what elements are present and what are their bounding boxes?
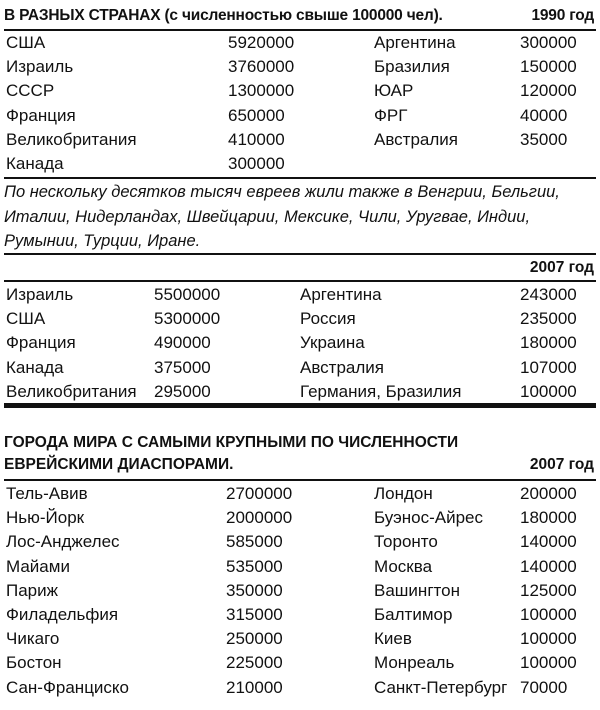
table-row — [4, 283, 596, 307]
name-cell: Австралия — [374, 129, 458, 149]
value-cell: 243000 — [520, 285, 577, 304]
table-row — [4, 380, 596, 404]
name-cell: Филадельфия — [6, 605, 119, 624]
section-title — [4, 4, 596, 28]
name-cell: Израиль — [6, 285, 74, 304]
table-row — [4, 651, 596, 675]
table-row — [4, 627, 596, 651]
value-cell: 5300000 — [154, 309, 221, 329]
value-cell: 200000 — [520, 484, 577, 503]
value-cell: 300000 — [520, 33, 577, 52]
table-row — [4, 356, 596, 380]
value-cell: 5500000 — [154, 285, 221, 304]
value-cell: 140000 — [520, 556, 577, 576]
name-cell: СССР — [6, 81, 55, 101]
year-label: 2007 год — [529, 456, 594, 473]
value-cell: 120000 — [520, 81, 577, 101]
name-cell: Киев — [374, 629, 412, 649]
table-row — [4, 530, 596, 554]
section-title-text: В РАЗНЫХ СТРАНАХ (с численностью свыше 100000 чел). — [4, 7, 443, 24]
table-row — [4, 482, 596, 506]
value-cell: 300000 — [228, 154, 285, 173]
year-label: 1990 год — [531, 7, 594, 24]
name-cell: Аргентина — [300, 285, 382, 304]
value-cell: 535000 — [226, 556, 283, 576]
value-cell: 150000 — [520, 57, 577, 77]
name-cell: Монреаль — [374, 653, 455, 673]
table-row — [4, 79, 596, 103]
table-row — [4, 55, 596, 79]
table-row — [4, 128, 596, 152]
name-cell: Лондон — [374, 484, 433, 503]
value-cell: 2000000 — [226, 508, 293, 528]
table-row — [4, 579, 596, 603]
table-row — [4, 603, 596, 627]
value-cell: 490000 — [154, 333, 211, 353]
name-cell: Вашингтон — [374, 580, 460, 600]
name-cell: Париж — [6, 580, 58, 600]
name-cell: Канада — [6, 154, 64, 173]
value-cell: 210000 — [226, 677, 283, 697]
table-row — [4, 152, 596, 176]
table-row — [4, 307, 596, 331]
value-cell: 100000 — [520, 629, 577, 649]
value-cell: 3760000 — [228, 57, 295, 77]
name-cell: Канада — [6, 357, 64, 377]
value-cell: 315000 — [226, 605, 283, 624]
value-cell: 585000 — [226, 532, 283, 552]
value-cell: 225000 — [226, 653, 283, 673]
value-cell: 125000 — [520, 580, 577, 600]
name-cell: Германия, Бразилия — [300, 381, 462, 401]
name-cell: Сан-Франциско — [6, 677, 130, 697]
header-rule — [4, 280, 596, 282]
name-cell: Франция — [6, 333, 76, 353]
value-cell: 70000 — [520, 677, 568, 697]
table-row — [4, 104, 596, 128]
value-cell: 180000 — [520, 333, 577, 353]
value-cell: 650000 — [228, 105, 285, 125]
name-cell: ФРГ — [374, 105, 408, 125]
name-cell: Тель-Авив — [6, 484, 88, 503]
note-text: По нескольку десятков тысяч евреев жили также в Венгрии, Бельгии, Италии, Нидерландах, Швейцарии, Мексике, Чили, Уругвае, Индии, Румынии, Турции, Иране. — [4, 183, 560, 250]
name-cell: Украина — [300, 333, 365, 353]
value-cell: 100000 — [520, 381, 577, 401]
value-cell: 100000 — [520, 653, 577, 673]
year-label: 2007 год — [529, 259, 594, 276]
name-cell: ЮАР — [374, 81, 414, 101]
name-cell: Бостон — [6, 653, 62, 673]
value-cell: 250000 — [226, 629, 283, 649]
header-rule — [4, 479, 596, 481]
value-cell: 375000 — [154, 357, 211, 377]
name-cell: Бразилия — [374, 57, 450, 77]
name-cell: Израиль — [6, 57, 74, 77]
table-row — [4, 506, 596, 530]
value-cell: 40000 — [520, 105, 568, 125]
cities-title-line2: ЕВРЕЙСКИМИ ДИАСПОРАМИ. — [4, 456, 234, 473]
section-1990-header — [4, 4, 596, 28]
name-cell: Нью-Йорк — [6, 508, 85, 528]
name-cell: Балтимор — [374, 605, 453, 624]
section-rule — [4, 177, 596, 179]
value-cell: 35000 — [520, 129, 568, 149]
section-rule — [4, 403, 596, 408]
value-cell: 100000 — [520, 605, 577, 624]
name-cell: Буэнос-Айрес — [374, 508, 484, 528]
name-cell: Лос-Анджелес — [6, 532, 120, 552]
value-cell: 5920000 — [228, 33, 295, 52]
name-cell: США — [6, 309, 46, 329]
table-row — [4, 331, 596, 355]
cities-title — [4, 432, 596, 476]
name-cell: Майами — [6, 556, 70, 576]
name-cell: Торонто — [374, 532, 438, 552]
name-cell: Санкт-Петербург — [374, 677, 508, 697]
cities-title-line1: ГОРОДА МИРА С САМЫМИ КРУПНЫМИ ПО ЧИСЛЕННОСТИ — [4, 434, 459, 451]
name-cell: США — [6, 33, 46, 52]
name-cell: Австралия — [300, 357, 384, 377]
table-row — [4, 31, 596, 55]
value-cell: 235000 — [520, 309, 577, 329]
value-cell: 140000 — [520, 532, 577, 552]
value-cell: 295000 — [154, 381, 211, 401]
value-cell: 1300000 — [228, 81, 295, 101]
value-cell: 180000 — [520, 508, 577, 528]
section-rule — [4, 253, 596, 255]
value-cell: 410000 — [228, 129, 285, 149]
name-cell: Аргентина — [374, 33, 456, 52]
name-cell: Чикаго — [6, 629, 60, 649]
value-cell: 107000 — [520, 357, 577, 377]
value-cell: 350000 — [226, 580, 283, 600]
table-row — [4, 555, 596, 579]
name-cell: Великобритания — [6, 381, 137, 401]
name-cell: Россия — [300, 309, 356, 329]
name-cell: Москва — [374, 556, 433, 576]
name-cell: Франция — [6, 105, 76, 125]
table-row — [4, 676, 596, 700]
value-cell: 2700000 — [226, 484, 293, 503]
name-cell: Великобритания — [6, 129, 137, 149]
